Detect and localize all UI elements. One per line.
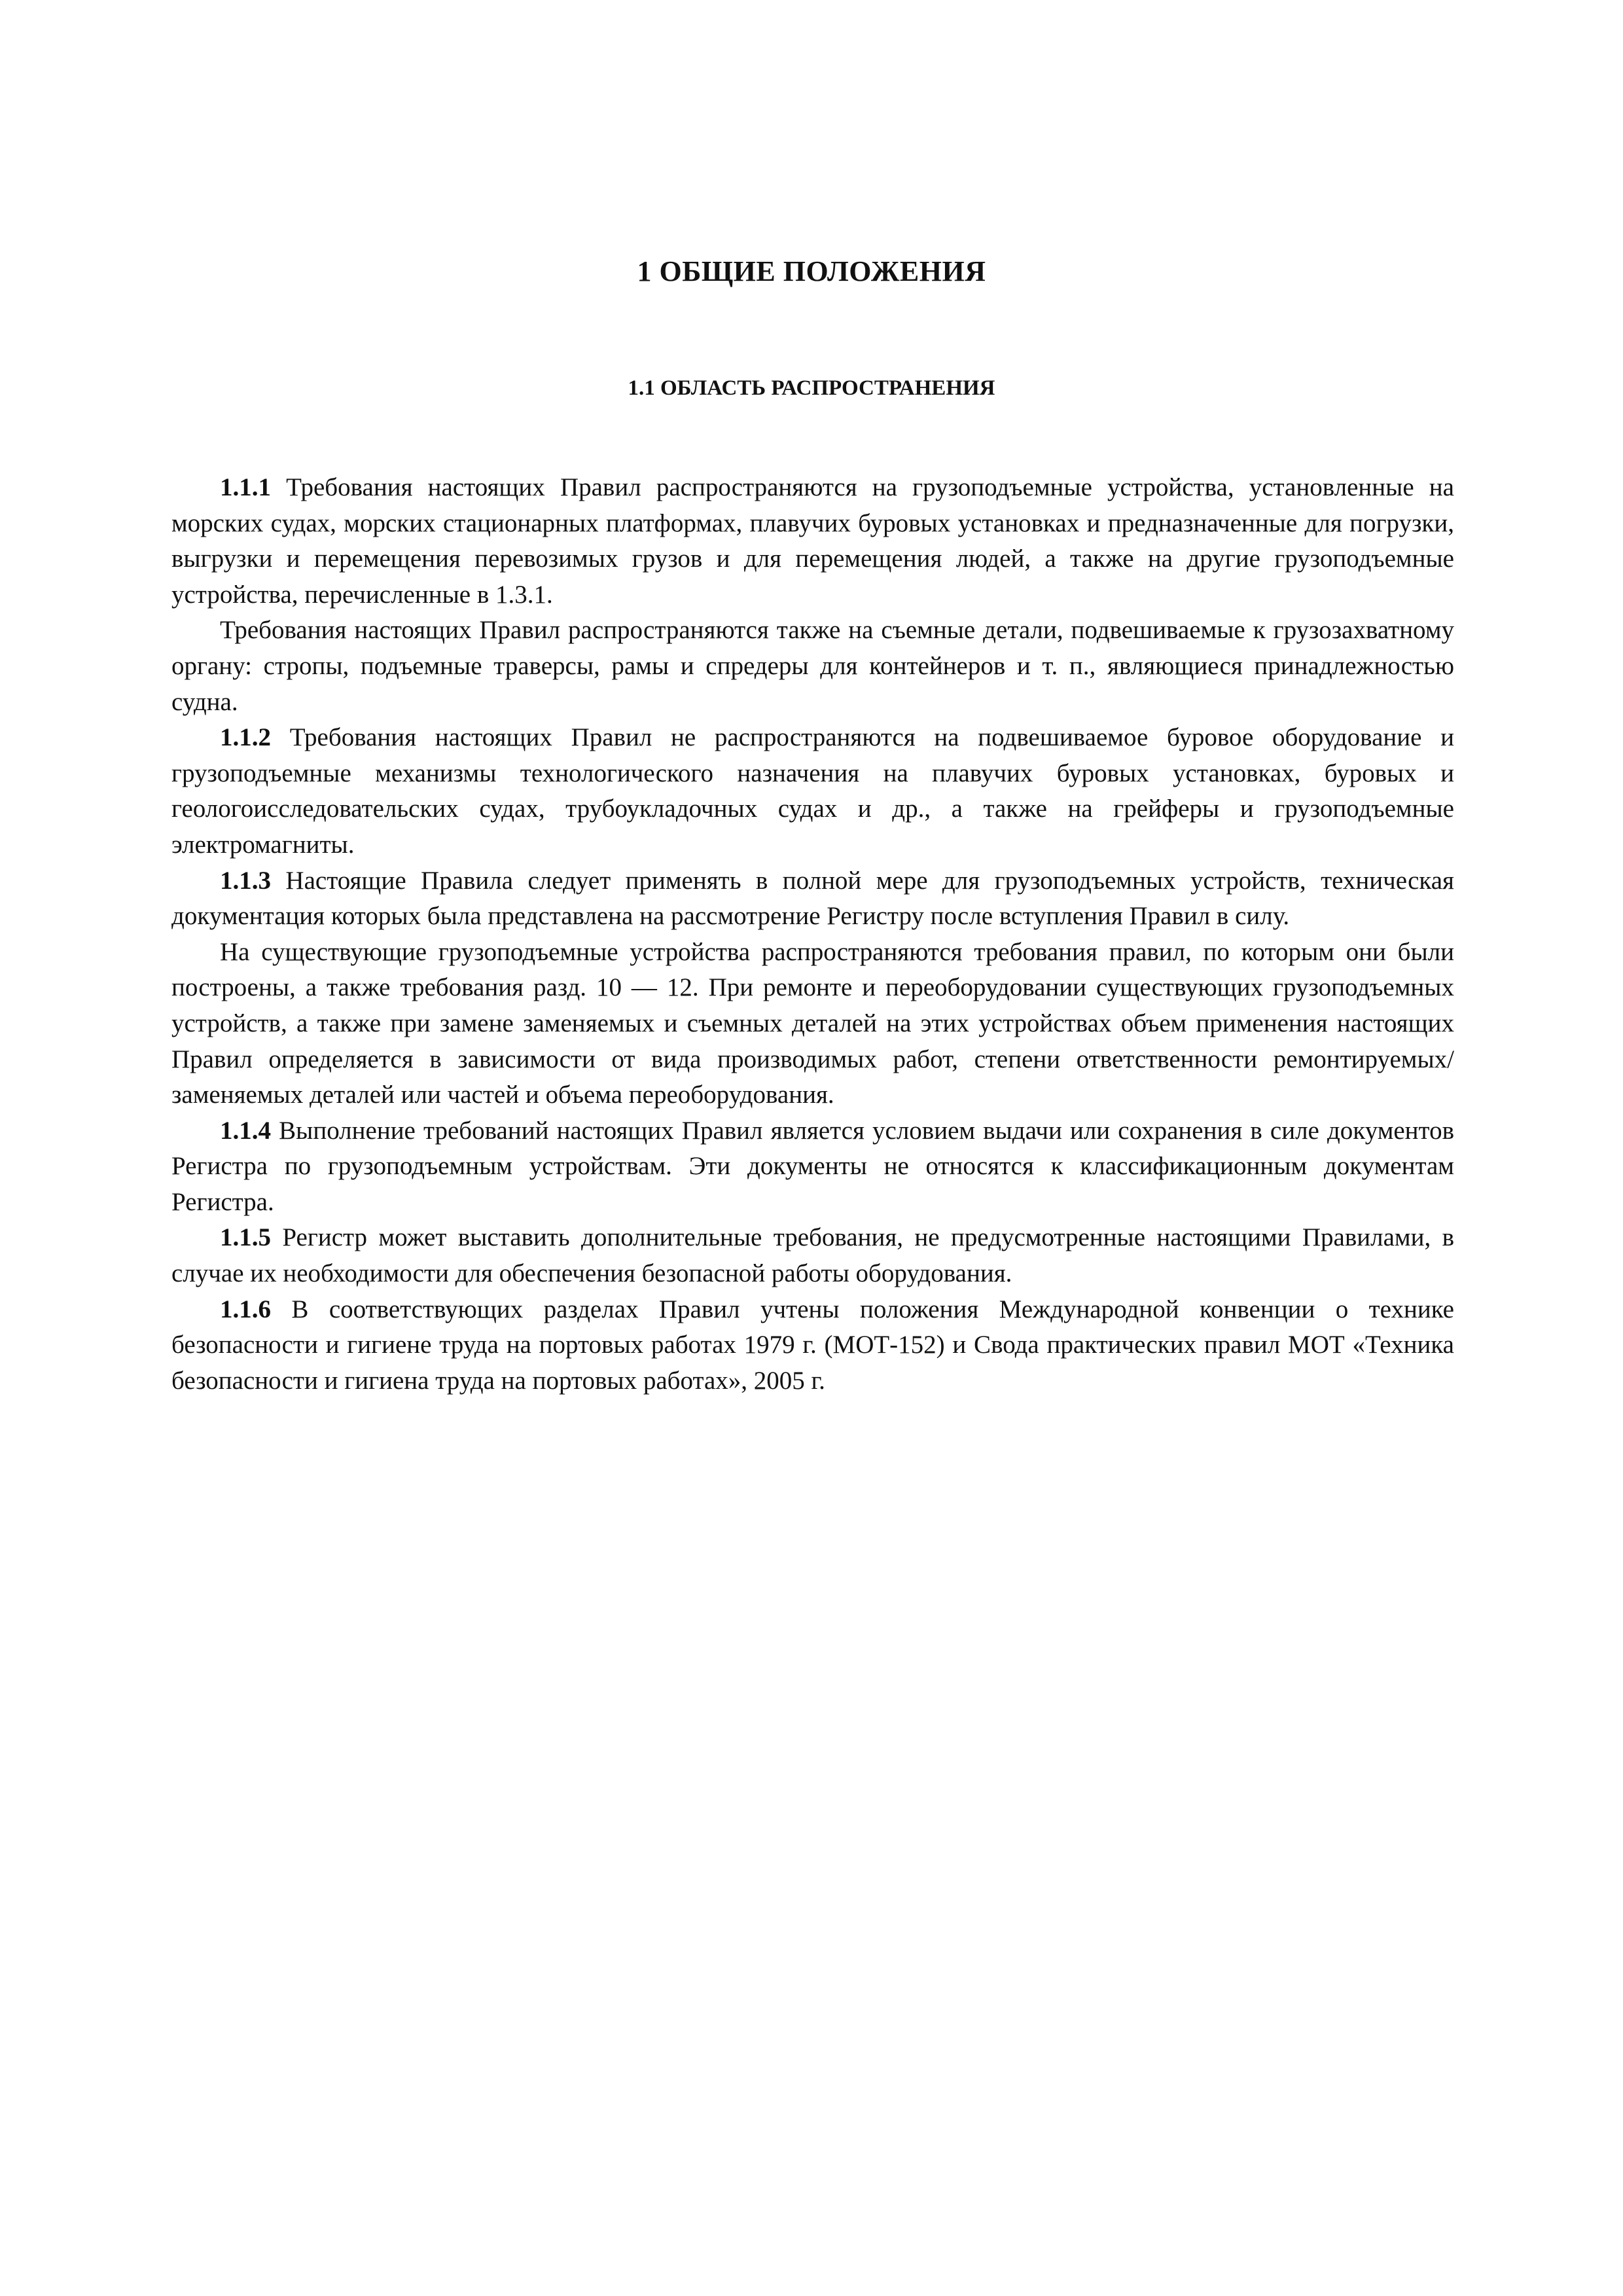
paragraph-1-1-1 xyxy=(171,470,1454,613)
chapter-title: 1 ОБЩИЕ ПОЛОЖЕНИЯ xyxy=(637,255,986,287)
clause-number: 1.1.6 xyxy=(220,1295,271,1323)
paragraph-text: Регистр может выставить дополнительные требования, не предусмотренные настоящими Правилами, в случае их необходимости для обеспечения безопасной работы оборудования. xyxy=(171,1223,1454,1288)
paragraph-1-1-2 xyxy=(171,720,1454,863)
paragraph-text: Выполнение требований настоящих Правил является условием выдачи или сохранения в силе документов Регистра по грузоподъемным устройствам. Эти документы не относятся к классификационным документам Регистра. xyxy=(171,1116,1454,1216)
section-title: 1.1 ОБЛАСТЬ РАСПРОСТРАНЕНИЯ xyxy=(628,376,995,400)
section-body xyxy=(171,470,1454,1399)
clause-number: 1.1.4 xyxy=(220,1116,271,1145)
paragraph-text: В соответствующих разделах Правил учтены положения Международной конвенции о технике безопасности и гигиене труда на портовых работах 1979 г. (МОТ-152) и Свода практических правил МОТ «Техника безопасности и гигиена труда на портовых работах», 2005 г. xyxy=(171,1295,1454,1395)
paragraph-1-1-4 xyxy=(171,1113,1454,1221)
paragraph-text: Настоящие Правила следует применять в полной мере для грузоподъемных устройств, техническая документация которых была представлена на рассмотрение Регистру после вступления Правил в силу. xyxy=(171,866,1454,931)
clause-number: 1.1.3 xyxy=(220,866,271,895)
clause-number: 1.1.2 xyxy=(220,723,271,752)
paragraph-1-1-6 xyxy=(171,1292,1454,1399)
paragraph-text: Требования настоящих Правил распространяются также на съемные детали, подвешиваемые к грузозахватному органу: стропы, подъемные траверсы, рамы и спредеры для контейнеров и т. п., являющиеся принадлежностью судна. xyxy=(171,616,1454,716)
paragraph-text: На существующие грузоподъемные устройства распространяются требования правил, по которым они были построены, а также требования разд. 10 — 12. При ремонте и переоборудовании существующих грузоподъемных устройств, а также при замене заменяемых и съемных деталей на этих устройствах объем применения настоящих Правил определяется в зависимости от вида производимых работ, степени ответственности ремонтируемых/заменяемых деталей или частей и объема переоборудования. xyxy=(171,937,1454,1109)
clause-number: 1.1.1 xyxy=(220,473,271,501)
paragraph-1-1-1-cont xyxy=(171,613,1454,720)
clause-number: 1.1.5 xyxy=(220,1223,271,1252)
paragraph-1-1-3-cont xyxy=(171,935,1454,1113)
paragraph-text: Требования настоящих Правил не распространяются на подвешиваемое буровое оборудование и грузоподъемные механизмы технологического назначения на плавучих буровых установках, буровых и геологоисследовательских судах, трубоукладочных судах и др., а также на грейферы и грузоподъемные электромагниты. xyxy=(171,723,1454,859)
paragraph-1-1-3 xyxy=(171,863,1454,935)
paragraph-text: Требования настоящих Правил распространяются на грузоподъемные устройства, установленные на морских судах, морских стационарных платформах, плавучих буровых установках и предназначенные для погрузки, выгрузки и перемещения перевозимых грузов и для перемещения людей, а также на другие грузоподъемные устройства, перечисленные в 1.3.1. xyxy=(171,473,1454,609)
paragraph-1-1-5 xyxy=(171,1220,1454,1291)
